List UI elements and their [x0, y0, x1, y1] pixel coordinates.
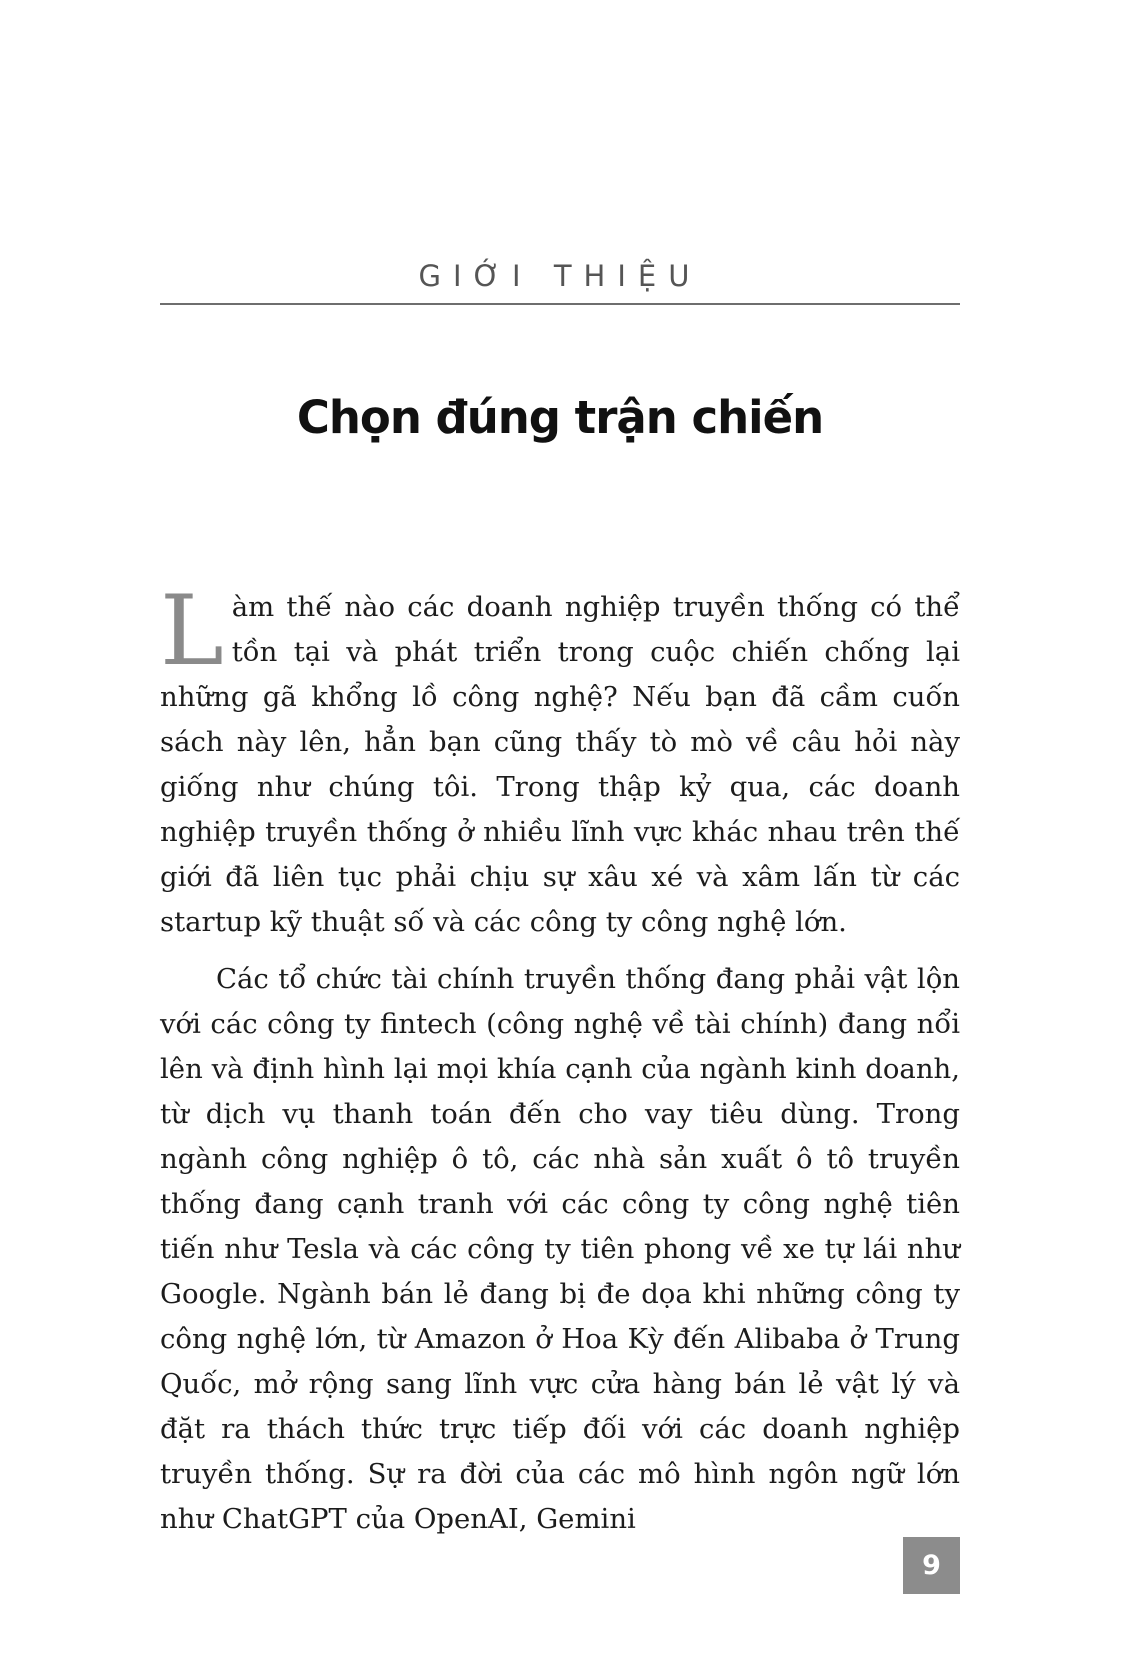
- drop-cap: L: [160, 575, 224, 687]
- paragraph-1-text: àm thế nào các doanh nghiệp truyền thống có thể tồn tại và phát triển trong cuộc chiến chống lại những gã khổng lồ công nghệ? Nếu bạn đã cầm cuốn sách này lên, hẳn bạn cũng thấy tò mò về câu hỏi này giống như chúng tôi. Trong thập kỷ qua, các doanh nghiệp truyền thống ở nhiều lĩnh vực khác nhau trên thế giới đã liên tục phải chịu sự xâu xé và xâm lấn từ các startup kỹ thuật số và các công ty công nghệ lớn.: [160, 591, 960, 938]
- paragraph-1: [160, 575, 960, 945]
- body-text: [160, 575, 960, 1542]
- paragraph-2: Các tổ chức tài chính truyền thống đang phải vật lộn với các công ty fintech (công nghệ về tài chính) đang nổi lên và định hình lại mọi khía cạnh của ngành kinh doanh, từ dịch vụ thanh toán đến cho vay tiêu dùng. Trong ngành công nghiệp ô tô, các nhà sản xuất ô tô truyền thống đang cạnh tranh với các công ty công nghệ tiên tiến như Tesla và các công ty tiên phong về xe tự lái như Google. Ngành bán lẻ đang bị đe dọa khi những công ty công nghệ lớn, từ Amazon ở Hoa Kỳ đến Alibaba ở Trung Quốc, mở rộng sang lĩnh vực cửa hàng bán lẻ vật lý và đặt ra thách thức trực tiếp đối với các doanh nghiệp truyền thống. Sự ra đời của các mô hình ngôn ngữ lớn như ChatGPT của OpenAI, Gemini: [160, 963, 960, 1535]
- page-number: 9: [903, 1537, 960, 1594]
- header-divider: [160, 303, 960, 305]
- chapter-title: Chọn đúng trận chiến: [296, 391, 824, 444]
- section-label: GIỚI THIỆU: [418, 259, 702, 293]
